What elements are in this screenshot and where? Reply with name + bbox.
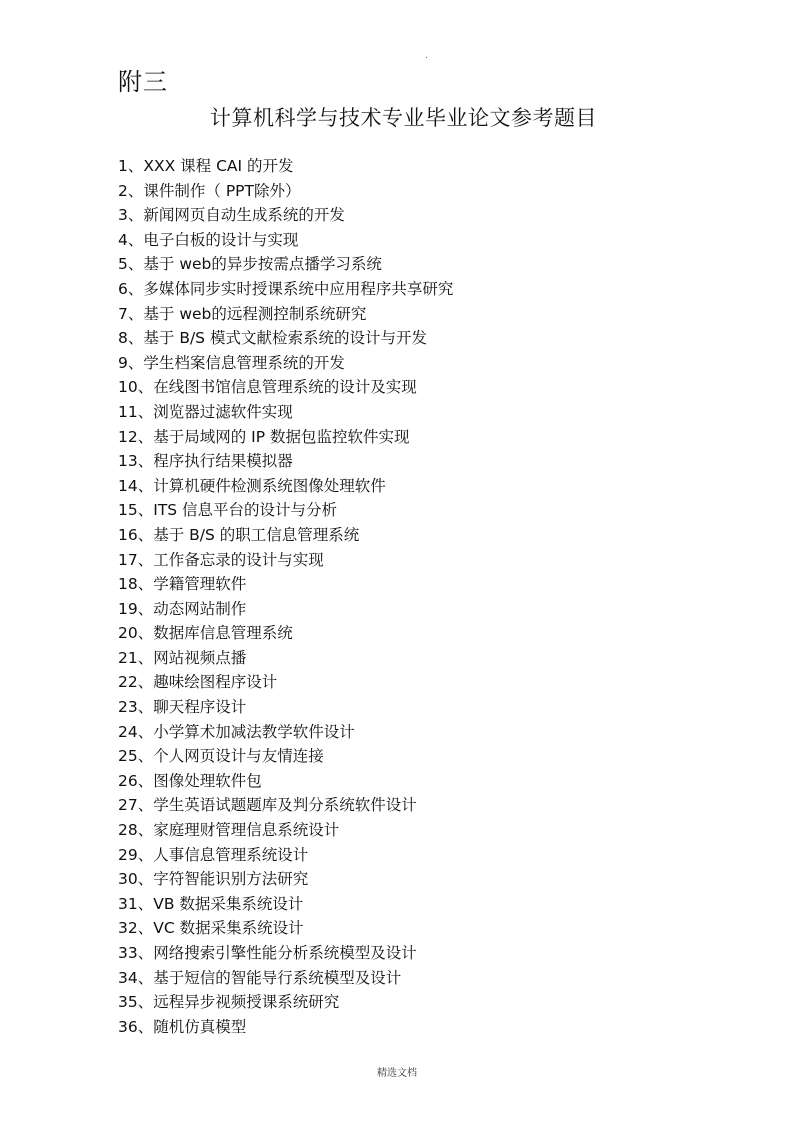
topic-number: 36 、 [118, 1018, 153, 1036]
topic-number: 25 、 [118, 747, 153, 765]
topic-text: 在线图书馆信息管理系统的设计及实现 [153, 378, 417, 397]
topic-text: 数据库信息管理系统 [153, 624, 293, 643]
list-item [118, 425, 453, 450]
list-item [118, 597, 453, 622]
list-item [118, 621, 453, 646]
list-item [118, 720, 453, 745]
topic-text: 工作备忘录的设计与实现 [153, 550, 324, 569]
topic-text: 网络搜索引擎性能分析系统模型及设计 [153, 944, 417, 962]
topic-number: 32 、 [118, 919, 153, 937]
topic-text: 人事信息管理系统设计 [153, 845, 309, 864]
topic-text: 随机仿真模型 [153, 1017, 247, 1036]
list-item [118, 695, 453, 720]
topic-text: 小学算术加减法教学软件设计 [153, 722, 355, 741]
topic-number: 10 、 [118, 378, 153, 396]
topic-text: 基于局域网的 IP 数据包监控软件实现 [153, 427, 410, 446]
topic-text: 图像处理软件包 [153, 771, 262, 790]
topic-text: 基于短信的智能导行系统模型及设计 [153, 968, 402, 987]
list-item [118, 990, 453, 1015]
document-title: 计算机科学与技术专业毕业论文参考题目 [210, 106, 597, 130]
header-mark: . [425, 51, 428, 61]
topic-number: 33 、 [118, 944, 153, 962]
topic-number: 16 、 [118, 526, 153, 544]
topic-number: 31 、 [118, 895, 153, 913]
list-item [118, 203, 453, 228]
page-footer: 精选文档 [377, 1068, 417, 1079]
list-item [118, 941, 453, 966]
topic-text: XXX 课程 CAI 的开发 [143, 157, 294, 175]
topic-text: 基于 web的异步按需点播学习系统 [143, 255, 382, 274]
list-item [118, 769, 453, 794]
list-item [118, 892, 453, 917]
topic-number: 12 、 [118, 428, 153, 446]
list-item [118, 523, 453, 548]
topic-text: 网站视频点播 [153, 648, 247, 667]
topic-number: 3 、 [118, 206, 143, 224]
list-item [118, 843, 453, 868]
topic-text: 家庭理财管理信息系统设计 [153, 821, 340, 840]
topic-number: 20 、 [118, 624, 153, 642]
topic-text: 多媒体同步实时授课系统中应用程序共享研究 [143, 279, 454, 298]
topic-number: 5 、 [118, 255, 143, 273]
topic-text: 聊天程序设计 [153, 698, 247, 717]
topic-number: 4 、 [118, 231, 143, 249]
list-item [118, 351, 453, 376]
list-item [118, 179, 453, 204]
list-item [118, 277, 453, 302]
list-item [118, 474, 453, 499]
list-item [118, 449, 453, 474]
topic-list [118, 154, 453, 1039]
topic-text: 远程异步视频授课系统研究 [153, 993, 340, 1012]
topic-text: 电子白板的设计与实现 [143, 230, 299, 249]
topic-number: 1 、 [118, 157, 143, 175]
list-item [118, 252, 453, 277]
list-item [118, 744, 453, 769]
topic-number: 23 、 [118, 698, 153, 716]
topic-number: 7 、 [118, 305, 143, 323]
list-item [118, 548, 453, 573]
topic-number: 27 、 [118, 796, 153, 814]
topic-text: 字符智能识别方法研究 [153, 870, 309, 889]
topic-text: VB 数据采集系统设计 [153, 894, 304, 913]
topic-number: 29 、 [118, 846, 153, 864]
topic-text: 学籍管理软件 [153, 575, 247, 594]
list-item [118, 1015, 453, 1040]
topic-number: 34 、 [118, 969, 153, 987]
list-item [118, 572, 453, 597]
topic-number: 28 、 [118, 821, 153, 839]
topic-text: 基于 B/S 的职工信息管理系统 [153, 525, 360, 544]
list-item [118, 793, 453, 818]
topic-number: 18 、 [118, 575, 153, 593]
topic-number: 17 、 [118, 551, 153, 569]
topic-number: 15 、 [118, 501, 153, 519]
topic-text: 动态网站制作 [153, 599, 247, 618]
topic-number: 6 、 [118, 280, 143, 298]
list-item [118, 228, 453, 253]
topic-number: 8 、 [118, 329, 143, 347]
topic-number: 35 、 [118, 993, 153, 1011]
topic-text: 学生英语试题题库及判分系统软件设计 [153, 796, 417, 815]
topic-text: 趣味绘图程序设计 [153, 673, 278, 692]
list-item [118, 498, 453, 523]
topic-text: 课件制作（ PPT除外） [143, 181, 301, 200]
topic-text: 学生档案信息管理系统的开发 [143, 353, 345, 372]
topic-text: 基于 B/S 模式文献检索系统的设计与开发 [143, 329, 427, 348]
topic-text: 程序执行结果模拟器 [153, 452, 293, 471]
list-item [118, 154, 453, 179]
list-item [118, 326, 453, 351]
list-item [118, 375, 453, 400]
topic-text: 基于 web的远程测控制系统研究 [143, 304, 367, 323]
topic-number: 19 、 [118, 600, 153, 618]
topic-text: 个人网页设计与友情连接 [153, 747, 324, 766]
topic-text: VC 数据采集系统设计 [153, 919, 304, 938]
topic-text: 计算机硬件检测系统图像处理软件 [153, 476, 386, 495]
topic-number: 21 、 [118, 649, 153, 667]
list-item [118, 966, 453, 991]
topic-text: ITS 信息平台的设计与分析 [153, 501, 338, 520]
list-item [118, 818, 453, 843]
list-item [118, 867, 453, 892]
topic-number: 24 、 [118, 723, 153, 741]
topic-number: 22 、 [118, 673, 153, 691]
topic-number: 26 、 [118, 772, 153, 790]
topic-number: 9 、 [118, 354, 143, 372]
topic-number: 11 、 [118, 403, 153, 421]
appendix-heading: 附三 [118, 68, 168, 96]
topic-number: 2 、 [118, 182, 143, 200]
list-item [118, 302, 453, 327]
topic-text: 新闻网页自动生成系统的开发 [143, 206, 345, 225]
topic-number: 30 、 [118, 870, 153, 888]
list-item [118, 670, 453, 695]
topic-number: 14 、 [118, 477, 153, 495]
topic-number: 13 、 [118, 452, 153, 470]
list-item [118, 400, 453, 425]
topic-text: 浏览器过滤软件实现 [153, 402, 293, 421]
list-item [118, 646, 453, 671]
list-item [118, 916, 453, 941]
